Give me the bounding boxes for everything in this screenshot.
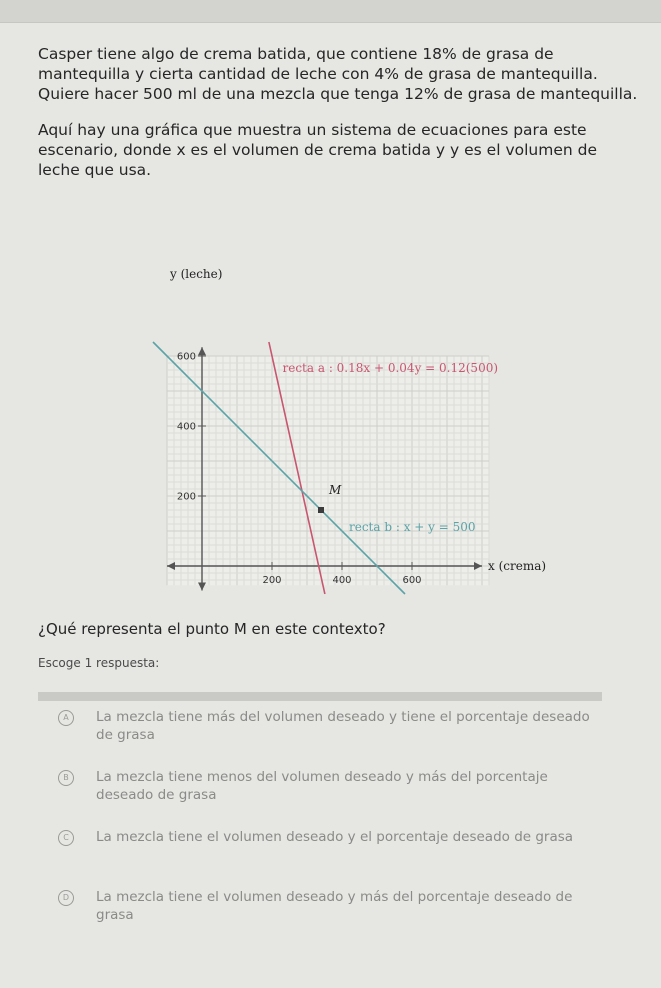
option-b-text: La mezcla tiene menos del volumen deseado y más del porcentaje deseado de grasa — [96, 769, 548, 803]
option-a-text: La mezcla tiene más del volumen deseado y tiene el porcentaje deseado de grasa — [96, 709, 590, 743]
y-axis-label: y (leche) — [170, 267, 223, 281]
x-tick-label: 400 — [332, 575, 352, 586]
graph-svg — [150, 248, 570, 608]
problem-paragraph-2: Aquí hay una gráfica que muestra un sistema de ecuaciones para este escenario, donde x es el volumen de crema batida y y es el volumen de leche que usa. — [38, 121, 597, 179]
series-a-label: recta a : 0.18x + 0.04y = 0.12(500) — [282, 360, 499, 375]
top-bar — [0, 0, 661, 23]
x-tick-label: 600 — [402, 575, 422, 586]
y-tick-label: 600 — [176, 351, 196, 363]
y-axis-arrow-down-icon — [198, 583, 206, 591]
radio-icon[interactable]: A — [58, 710, 74, 726]
y-tick-label: 200 — [176, 491, 196, 503]
options-divider — [38, 692, 602, 701]
option-d-text: La mezcla tiene el volumen deseado y más del porcentaje deseado de grasa — [96, 889, 573, 923]
problem-paragraph-1: Casper tiene algo de crema batida, que contiene 18% de grasa de mantequilla y cierta cantidad de leche con 4% de grasa de mantequilla. Quiere hacer 500 ml de una mezcla que tenga 12% de grasa de mantequilla. — [38, 45, 638, 103]
point-m-label: M — [329, 483, 342, 497]
y-axis-arrow-icon — [198, 347, 206, 355]
option-c-text: La mezcla tiene el volumen deseado y el porcentaje deseado de grasa — [96, 829, 574, 845]
series-b-label: recta b : x + y = 500 — [349, 520, 476, 534]
point-m-marker — [318, 507, 324, 513]
option-c[interactable] — [58, 828, 598, 846]
radio-icon[interactable]: B — [58, 770, 74, 786]
option-d[interactable] — [58, 888, 598, 924]
question-text: ¿Qué representa el punto M en este contexto? — [38, 620, 386, 638]
radio-icon[interactable]: C — [58, 830, 74, 846]
grid — [167, 356, 489, 585]
y-tick-label: 400 — [176, 421, 196, 433]
option-a[interactable] — [58, 708, 598, 744]
x-tick-label: 200 — [262, 575, 282, 586]
system-graph — [150, 248, 570, 612]
problem-statement — [38, 44, 638, 196]
x-axis-label: x (crema) — [488, 559, 547, 573]
radio-icon[interactable]: D — [58, 890, 74, 906]
answer-instruction: Escoge 1 respuesta: — [38, 656, 160, 670]
option-b[interactable] — [58, 768, 598, 804]
